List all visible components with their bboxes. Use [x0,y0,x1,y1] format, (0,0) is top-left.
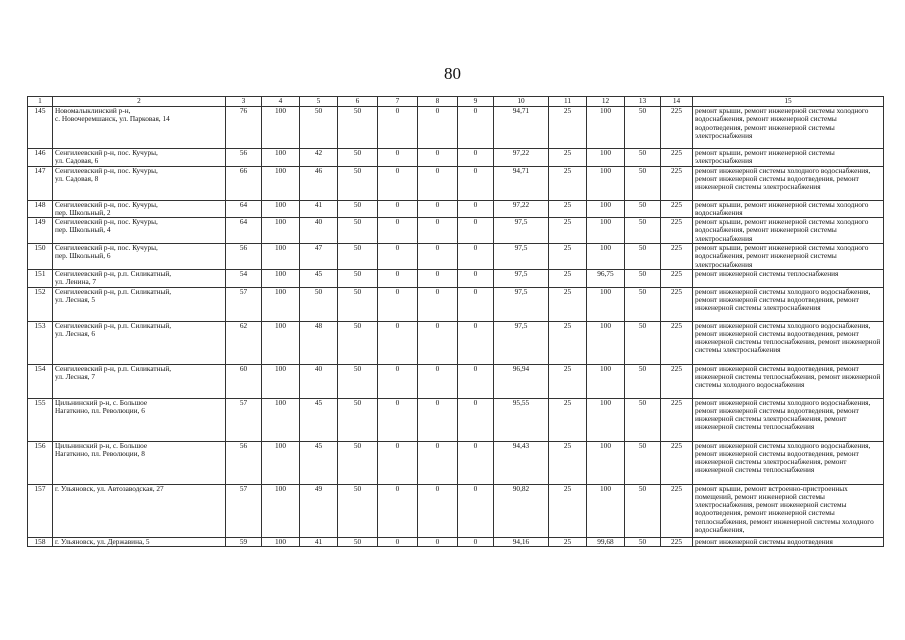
address-cell: г. Ульяновск, ул. Державина, 5 [53,537,226,546]
value-cell: 0 [458,441,494,484]
column-header: 3 [226,97,262,107]
value-cell: 0 [378,287,418,321]
value-cell: 97,5 [494,321,549,364]
works-cell: ремонт инженерной системы холодного водоснабжения, ремонт инженерной системы водоотведения, ремонт инженерной системы электроснабжения [693,287,884,321]
value-cell: 48 [300,321,338,364]
works-cell: ремонт крыши, ремонт инженерной системы холодного водоснабжения [693,200,884,218]
value-cell: 100 [262,364,300,398]
value-cell: 0 [458,269,494,287]
value-cell: 99,68 [587,537,625,546]
value-cell: 0 [458,287,494,321]
page-number: 80 [444,64,461,83]
row-number-cell: 155 [28,398,53,441]
value-cell: 100 [262,218,300,244]
row-number-cell: 151 [28,269,53,287]
value-cell: 225 [661,166,693,200]
value-cell: 97,5 [494,269,549,287]
value-cell: 0 [418,166,458,200]
value-cell: 25 [549,244,587,270]
value-cell: 50 [338,441,378,484]
address-cell: г. Ульяновск, ул. Автозаводская, 27 [53,484,226,537]
table-row [28,244,884,270]
works-cell: ремонт инженерной системы холодного водоснабжения, ремонт инженерной системы водоотведения, ремонт инженерной системы электроснабжения, ремонт инженерной системы теплоснабжения [693,441,884,484]
value-cell: 0 [418,398,458,441]
header-row [28,97,884,107]
value-cell: 225 [661,364,693,398]
value-cell: 45 [300,441,338,484]
value-cell: 50 [625,321,661,364]
value-cell: 97,5 [494,244,549,270]
works-cell: ремонт инженерной системы холодного водоснабжения, ремонт инженерной системы водоотведения, ремонт инженерной системы электроснабжения, ремонт инженерной системы теплоснабжения [693,398,884,441]
value-cell: 100 [262,441,300,484]
value-cell: 225 [661,441,693,484]
column-header: 4 [262,97,300,107]
value-cell: 0 [458,200,494,218]
value-cell: 100 [262,166,300,200]
address-cell: Сенгилеевский р-н, р.п. Силикатный, ул. Лесная, 7 [53,364,226,398]
address-cell: Сенгилеевский р-н, пос. Кучуры, пер. Школьный, 2 [53,200,226,218]
value-cell: 64 [226,218,262,244]
value-cell: 50 [625,218,661,244]
value-cell: 94,71 [494,107,549,149]
value-cell: 100 [587,200,625,218]
column-header: 14 [661,97,693,107]
works-cell: ремонт крыши, ремонт встроенно-пристроенных помещений, ремонт инженерной системы электроснабжения, ремонт инженерной системы водоотведения, ремонт инженерной системы теплоснабжения, ремонт инженерной системы холодного водоснабжения, [693,484,884,537]
value-cell: 50 [625,484,661,537]
value-cell: 0 [378,441,418,484]
column-header: 7 [378,97,418,107]
register-table [27,96,884,547]
value-cell: 94,43 [494,441,549,484]
value-cell: 0 [458,218,494,244]
value-cell: 41 [300,200,338,218]
value-cell: 50 [625,537,661,546]
value-cell: 45 [300,398,338,441]
value-cell: 40 [300,218,338,244]
column-header: 1 [28,97,53,107]
value-cell: 50 [300,287,338,321]
row-number-cell: 152 [28,287,53,321]
value-cell: 0 [458,484,494,537]
value-cell: 225 [661,398,693,441]
value-cell: 0 [418,287,458,321]
value-cell: 25 [549,269,587,287]
value-cell: 100 [587,287,625,321]
value-cell: 25 [549,218,587,244]
value-cell: 225 [661,218,693,244]
value-cell: 225 [661,244,693,270]
value-cell: 0 [458,321,494,364]
value-cell: 100 [262,269,300,287]
value-cell: 225 [661,321,693,364]
value-cell: 46 [300,166,338,200]
value-cell: 25 [549,441,587,484]
value-cell: 0 [458,364,494,398]
value-cell: 54 [226,269,262,287]
value-cell: 94,71 [494,166,549,200]
value-cell: 50 [338,244,378,270]
value-cell: 0 [418,364,458,398]
address-cell: Сенгилеевский р-н, пос. Кучуры, пер. Школьный, 4 [53,218,226,244]
value-cell: 100 [587,218,625,244]
value-cell: 50 [625,269,661,287]
table-row [28,287,884,321]
value-cell: 50 [338,166,378,200]
value-cell: 0 [378,149,418,167]
value-cell: 62 [226,321,262,364]
value-cell: 225 [661,287,693,321]
value-cell: 0 [458,149,494,167]
value-cell: 100 [587,441,625,484]
table-row [28,218,884,244]
value-cell: 0 [378,107,418,149]
table-row [28,398,884,441]
column-header: 2 [53,97,226,107]
value-cell: 50 [625,166,661,200]
value-cell: 100 [587,166,625,200]
value-cell: 50 [338,107,378,149]
column-header: 6 [338,97,378,107]
value-cell: 50 [625,364,661,398]
value-cell: 25 [549,364,587,398]
value-cell: 25 [549,321,587,364]
column-header: 5 [300,97,338,107]
value-cell: 0 [378,398,418,441]
row-number-cell: 158 [28,537,53,546]
value-cell: 50 [625,200,661,218]
row-number-cell: 148 [28,200,53,218]
value-cell: 97,22 [494,200,549,218]
value-cell: 95,55 [494,398,549,441]
value-cell: 50 [625,441,661,484]
address-cell: Сенгилеевский р-н, пос. Кучуры, ул. Садовая, 6 [53,149,226,167]
value-cell: 100 [262,244,300,270]
address-cell: Сенгилеевский р-н, р.п. Силикатный, ул. Ленина, 7 [53,269,226,287]
value-cell: 0 [378,269,418,287]
value-cell: 25 [549,107,587,149]
value-cell: 0 [378,166,418,200]
table-row [28,484,884,537]
value-cell: 49 [300,484,338,537]
value-cell: 0 [418,107,458,149]
value-cell: 96,94 [494,364,549,398]
value-cell: 50 [625,244,661,270]
works-cell: ремонт инженерной системы водоотведения [693,537,884,546]
value-cell: 0 [418,200,458,218]
value-cell: 0 [418,244,458,270]
table-row [28,149,884,167]
value-cell: 97,5 [494,218,549,244]
value-cell: 50 [338,269,378,287]
value-cell: 25 [549,287,587,321]
value-cell: 57 [226,287,262,321]
value-cell: 100 [262,321,300,364]
value-cell: 40 [300,364,338,398]
table-row [28,200,884,218]
value-cell: 0 [418,441,458,484]
address-cell: Сенгилеевский р-н, пос. Кучуры, пер. Школьный, 6 [53,244,226,270]
value-cell: 50 [338,200,378,218]
row-number-cell: 157 [28,484,53,537]
value-cell: 0 [458,244,494,270]
column-header: 8 [418,97,458,107]
value-cell: 0 [378,321,418,364]
value-cell: 100 [262,107,300,149]
value-cell: 0 [378,200,418,218]
value-cell: 50 [625,398,661,441]
value-cell: 50 [300,107,338,149]
table-row [28,321,884,364]
value-cell: 0 [418,484,458,537]
address-cell: Цильнинский р-н, с. Большое Нагаткино, пл. Революции, 8 [53,441,226,484]
value-cell: 0 [458,398,494,441]
works-cell: ремонт инженерной системы холодного водоснабжения, ремонт инженерной системы водоотведения, ремонт инженерной системы теплоснабжения, ремонт инженерной системы электроснабжения [693,321,884,364]
value-cell: 100 [262,537,300,546]
value-cell: 41 [300,537,338,546]
value-cell: 0 [378,244,418,270]
table-row [28,441,884,484]
value-cell: 25 [549,537,587,546]
value-cell: 0 [378,537,418,546]
value-cell: 57 [226,398,262,441]
works-cell: ремонт крыши, ремонт инженерной системы электроснабжения [693,149,884,167]
value-cell: 100 [262,484,300,537]
value-cell: 25 [549,484,587,537]
value-cell: 0 [418,537,458,546]
address-cell: Сенгилеевский р-н, р.п. Силикатный, ул. Лесная, 5 [53,287,226,321]
value-cell: 59 [226,537,262,546]
value-cell: 57 [226,484,262,537]
value-cell: 56 [226,149,262,167]
value-cell: 0 [418,218,458,244]
value-cell: 100 [587,484,625,537]
value-cell: 50 [338,149,378,167]
works-cell: ремонт крыши, ремонт инженерной системы холодного водоснабжения, ремонт инженерной системы электроснабжения [693,244,884,270]
value-cell: 50 [625,287,661,321]
value-cell: 94,16 [494,537,549,546]
row-number-cell: 154 [28,364,53,398]
row-number-cell: 147 [28,166,53,200]
value-cell: 0 [458,537,494,546]
column-header: 12 [587,97,625,107]
value-cell: 100 [262,398,300,441]
works-cell: ремонт инженерной системы водоотведения, ремонт инженерной системы теплоснабжения, ремонт инженерной системы холодного водоснабжения [693,364,884,398]
works-cell: ремонт крыши, ремонт инженерной системы холодного водоснабжения, ремонт инженерной системы водоотведения, ремонт инженерной системы электроснабжения [693,107,884,149]
value-cell: 50 [338,398,378,441]
row-number-cell: 156 [28,441,53,484]
value-cell: 0 [378,364,418,398]
table-row [28,364,884,398]
value-cell: 0 [418,269,458,287]
value-cell: 25 [549,149,587,167]
value-cell: 60 [226,364,262,398]
table-row [28,537,884,546]
value-cell: 100 [587,398,625,441]
value-cell: 76 [226,107,262,149]
row-number-cell: 149 [28,218,53,244]
address-cell: Цильнинский р-н, с. Большое Нагаткино, пл. Революции, 6 [53,398,226,441]
value-cell: 56 [226,244,262,270]
value-cell: 0 [458,166,494,200]
value-cell: 50 [338,364,378,398]
works-cell: ремонт инженерной системы теплоснабжения [693,269,884,287]
value-cell: 42 [300,149,338,167]
value-cell: 100 [587,244,625,270]
value-cell: 225 [661,537,693,546]
address-cell: Новомалыклинский р-н, с. Новочеремшанск, ул. Парковая, 14 [53,107,226,149]
value-cell: 50 [338,287,378,321]
value-cell: 225 [661,149,693,167]
value-cell: 100 [587,364,625,398]
value-cell: 56 [226,441,262,484]
value-cell: 50 [338,321,378,364]
value-cell: 225 [661,200,693,218]
value-cell: 50 [625,107,661,149]
table-row [28,166,884,200]
value-cell: 0 [418,321,458,364]
column-header: 10 [494,97,549,107]
value-cell: 225 [661,269,693,287]
value-cell: 225 [661,107,693,149]
works-cell: ремонт инженерной системы холодного водоснабжения, ремонт инженерной системы водоотведения, ремонт инженерной системы электроснабжения [693,166,884,200]
value-cell: 97,22 [494,149,549,167]
value-cell: 225 [661,484,693,537]
row-number-cell: 145 [28,107,53,149]
value-cell: 25 [549,200,587,218]
value-cell: 90,82 [494,484,549,537]
value-cell: 0 [378,484,418,537]
row-number-cell: 146 [28,149,53,167]
column-header: 11 [549,97,587,107]
value-cell: 0 [458,107,494,149]
value-cell: 100 [262,200,300,218]
value-cell: 50 [625,149,661,167]
value-cell: 64 [226,200,262,218]
table-row [28,107,884,149]
value-cell: 0 [378,218,418,244]
row-number-cell: 150 [28,244,53,270]
value-cell: 50 [338,484,378,537]
works-cell: ремонт крыши, ремонт инженерной системы холодного водоснабжения, ремонт инженерной системы электроснабжения [693,218,884,244]
value-cell: 100 [262,287,300,321]
column-header: 13 [625,97,661,107]
value-cell: 100 [587,107,625,149]
address-cell: Сенгилеевский р-н, пос. Кучуры, ул. Садовая, 8 [53,166,226,200]
column-header: 15 [693,97,884,107]
value-cell: 50 [338,218,378,244]
value-cell: 97,5 [494,287,549,321]
value-cell: 47 [300,244,338,270]
value-cell: 45 [300,269,338,287]
value-cell: 100 [262,149,300,167]
value-cell: 0 [418,149,458,167]
value-cell: 25 [549,166,587,200]
row-number-cell: 153 [28,321,53,364]
address-cell: Сенгилеевский р-н, р.п. Силикатный, ул. Лесная, 6 [53,321,226,364]
value-cell: 96,75 [587,269,625,287]
column-header: 9 [458,97,494,107]
table-row [28,269,884,287]
value-cell: 100 [587,321,625,364]
value-cell: 66 [226,166,262,200]
value-cell: 50 [338,537,378,546]
value-cell: 100 [587,149,625,167]
value-cell: 25 [549,398,587,441]
